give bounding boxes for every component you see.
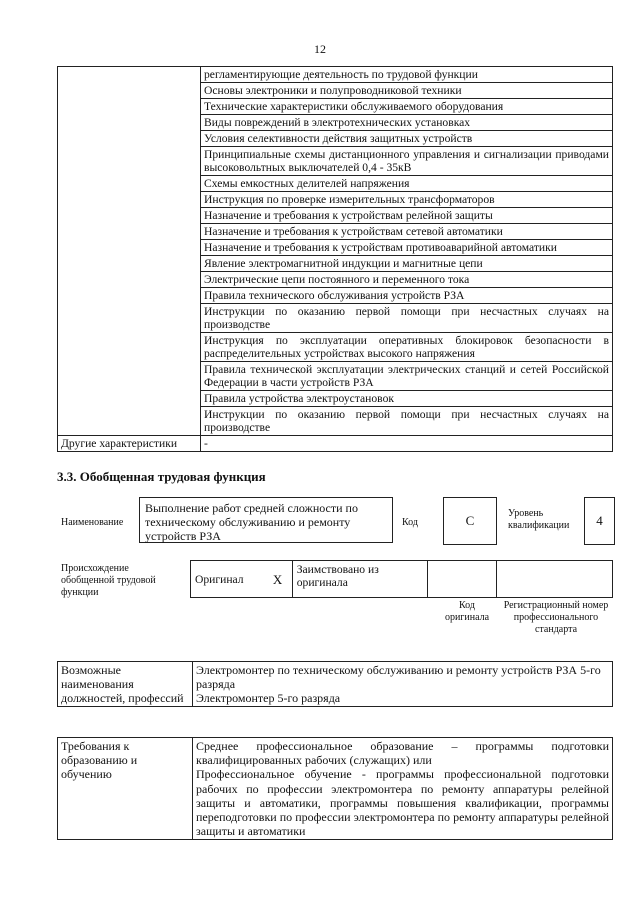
- knowledge-item: Правила технической эксплуатации электрических станций и сетей Российской Федерации в части устройств РЗА: [201, 362, 613, 391]
- education-requirement: Среднее профессиональное образование – программы подготовки квалифицированных рабочих (служащих) или: [196, 739, 609, 768]
- position-name: Электромонтер по техническому обслуживанию и ремонту устройств РЗА 5-го разряда: [196, 663, 601, 691]
- code-origin-cell: [427, 561, 496, 598]
- positions-table: [57, 661, 613, 707]
- knowledge-item: Условия селективности действия защитных устройств: [201, 131, 613, 147]
- knowledge-item: Схемы емкостных делителей напряжения: [201, 176, 613, 192]
- code-box: [443, 497, 497, 545]
- other-characteristics-label: Другие характеристики: [58, 436, 201, 452]
- education-requirement: Профессиональное обучение - программы профессиональной подготовки рабочих по профессии электромонтера по ремонту аппаратуры релейной защиты и автоматики, программы повышения квалификации, программы переподготовки по профессии электромонтера по ремонту аппаратуры релейной защиты и автоматики: [196, 767, 609, 839]
- page-number: 12: [314, 42, 326, 56]
- knowledge-item: Электрические цепи постоянного и переменного тока: [201, 272, 613, 288]
- knowledge-table-body: [58, 67, 613, 452]
- knowledge-item: Назначение и требования к устройствам сетевой автоматики: [201, 224, 613, 240]
- education-label: Требования к образованию и обучению: [58, 738, 193, 840]
- reg-number-caption: Регистрационный номер профессионального стандарта: [503, 600, 609, 635]
- knowledge-label-cell: [58, 67, 201, 436]
- code-origin-caption: Код оригинала: [444, 600, 490, 623]
- knowledge-item: Инструкции по оказанию первой помощи при несчастных случаях на производстве: [201, 304, 613, 333]
- original-mark: X: [264, 561, 293, 598]
- knowledge-table: [57, 66, 613, 452]
- knowledge-item: Основы электроники и полупроводниковой техники: [201, 83, 613, 99]
- knowledge-item: Явление электромагнитной индукции и магнитные цепи: [201, 256, 613, 272]
- knowledge-item: Назначение и требования к устройствам релейной защиты: [201, 208, 613, 224]
- function-name-box: Выполнение работ средней сложности по техническому обслуживанию и ремонту устройств РЗА: [139, 497, 393, 543]
- position-name: Электромонтер 5-го разряда: [196, 691, 341, 705]
- code-value: C: [465, 513, 475, 528]
- other-characteristics-value: -: [201, 436, 613, 452]
- knowledge-item: Технические характеристики обслуживаемого оборудования: [201, 99, 613, 115]
- positions-values: [193, 662, 613, 707]
- positions-label: Возможные наименования должностей, профессий: [58, 662, 193, 707]
- education-table: [57, 737, 613, 840]
- qualification-level-value: 4: [596, 513, 603, 528]
- knowledge-item: Принципиальные схемы дистанционного управления и сигнализации приводами высоковольтных выключателей 0,4 - 35кВ: [201, 147, 613, 176]
- section-heading: 3.3. Обобщенная трудовая функция: [57, 469, 266, 484]
- knowledge-item: Инструкции по оказанию первой помощи при несчастных случаях на производстве: [201, 407, 613, 436]
- education-values: [193, 738, 613, 840]
- knowledge-item: Инструкция по эксплуатации оперативных блокировок безопасности в распределительных устройствах высокого напряжения: [201, 333, 613, 362]
- knowledge-item: Виды повреждений в электротехнических установках: [201, 115, 613, 131]
- borrowed-label: Заимствовано из оригинала: [292, 561, 427, 598]
- origin-table: [190, 560, 613, 598]
- name-label: Наименование: [61, 517, 124, 528]
- reg-number-cell: [497, 561, 613, 598]
- origin-label: Происхождение обобщенной трудовой функции: [61, 563, 156, 598]
- qualification-level-box: [584, 497, 615, 545]
- qualification-level-label: Уровень квалификации: [508, 508, 570, 531]
- knowledge-item: Назначение и требования к устройствам противоаварийной автоматики: [201, 240, 613, 256]
- knowledge-item: Правила технического обслуживания устройств РЗА: [201, 288, 613, 304]
- code-label: Код: [402, 517, 418, 528]
- knowledge-item: регламентирующие деятельность по трудовой функции: [201, 67, 613, 83]
- original-label: Оригинал: [191, 561, 264, 598]
- knowledge-item: Инструкция по проверке измерительных трансформаторов: [201, 192, 613, 208]
- knowledge-item: Правила устройства электроустановок: [201, 391, 613, 407]
